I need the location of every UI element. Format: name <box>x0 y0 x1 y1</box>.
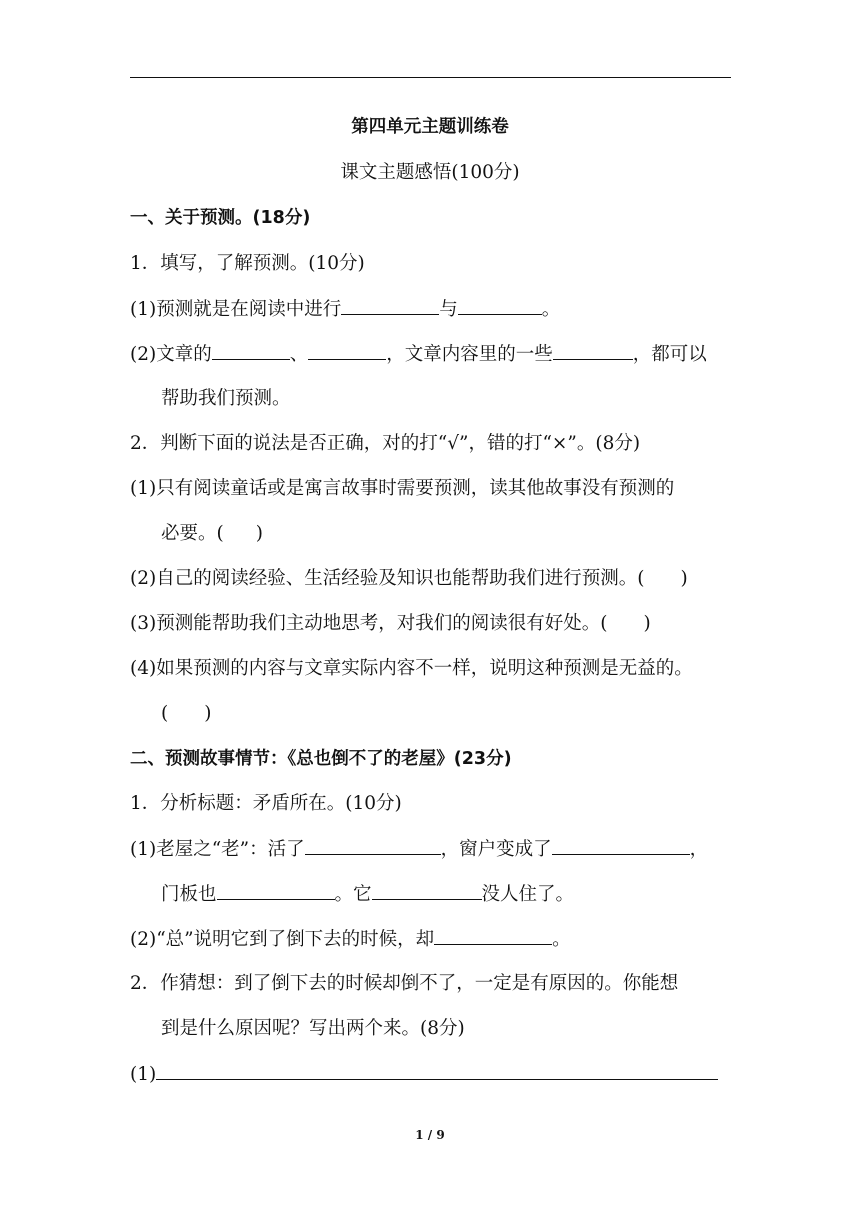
question-1-part-2: (2)文章的 、 ，文章内容里的一些 ，都可以 <box>130 344 707 365</box>
s2-question-1-part-2: (2)“总”说明它到了倒下去的时候，却 。 <box>130 929 571 950</box>
answer-blank[interactable] <box>305 837 441 855</box>
answer-line[interactable] <box>156 1062 718 1080</box>
page-number: 1 / 9 <box>415 1128 445 1142</box>
answer-blank[interactable] <box>553 342 633 360</box>
question-1-part-1: (1)预测就是在阅读中进行 与 。 <box>130 299 561 320</box>
answer-blank[interactable] <box>372 882 482 900</box>
judgement-2: (2)自己的阅读经验、生活经验及知识也能帮助我们进行预测。( ) <box>130 568 688 589</box>
section-heading-2: 二、预测故事情节：《总也倒不了的老屋》(23分) <box>130 749 512 769</box>
judgement-1: (1)只有阅读童话或是寓言故事时需要预测，读其他故事没有预测的 <box>130 478 675 499</box>
s2-question-2-stem-cont: 到是什么原因呢？写出两个来。(8分) <box>161 1018 465 1039</box>
s2-question-1-part-1-cont: 门板也 。它 没人住了。 <box>161 884 575 905</box>
answer-blank[interactable] <box>341 297 439 315</box>
answer-blank[interactable] <box>308 342 386 360</box>
question-2-stem: 2．判断下面的说法是否正确，对的打“√”，错的打“×”。(8分) <box>130 433 641 454</box>
s2-question-2-stem: 2．作猜想：到了倒下去的时候却倒不了，一定是有原因的。你能想 <box>130 973 679 994</box>
question-1-part-2-cont: 帮助我们预测。 <box>161 388 291 409</box>
answer-blank[interactable] <box>458 297 542 315</box>
judgement-1-cont: 必要。( ) <box>161 523 263 544</box>
answer-blank[interactable] <box>552 837 690 855</box>
s2-answer-1: (1) <box>130 1062 718 1087</box>
judgement-4-cont: ( ) <box>161 703 212 724</box>
question-1-stem: 1．填写，了解预测。(10分) <box>130 253 365 274</box>
answer-blank[interactable] <box>434 927 552 945</box>
page-subtitle: 课文主题感悟(100分) <box>340 162 520 183</box>
judgement-4: (4)如果预测的内容与文章实际内容不一样，说明这种预测是无益的。 <box>130 658 693 679</box>
s2-question-1-part-1: (1)老屋之“老”：活了 ，窗户变成了 ， <box>130 839 709 860</box>
answer-blank[interactable] <box>217 882 335 900</box>
judgement-3: (3)预测能帮助我们主动地思考，对我们的阅读很有好处。( ) <box>130 613 651 634</box>
page-title: 第四单元主题训练卷 <box>351 117 509 137</box>
answer-blank[interactable] <box>212 342 290 360</box>
header-rule <box>130 77 731 78</box>
s2-question-1-stem: 1．分析标题：矛盾所在。(10分) <box>130 793 402 814</box>
section-heading-1: 一、关于预测。(18分) <box>130 208 311 228</box>
